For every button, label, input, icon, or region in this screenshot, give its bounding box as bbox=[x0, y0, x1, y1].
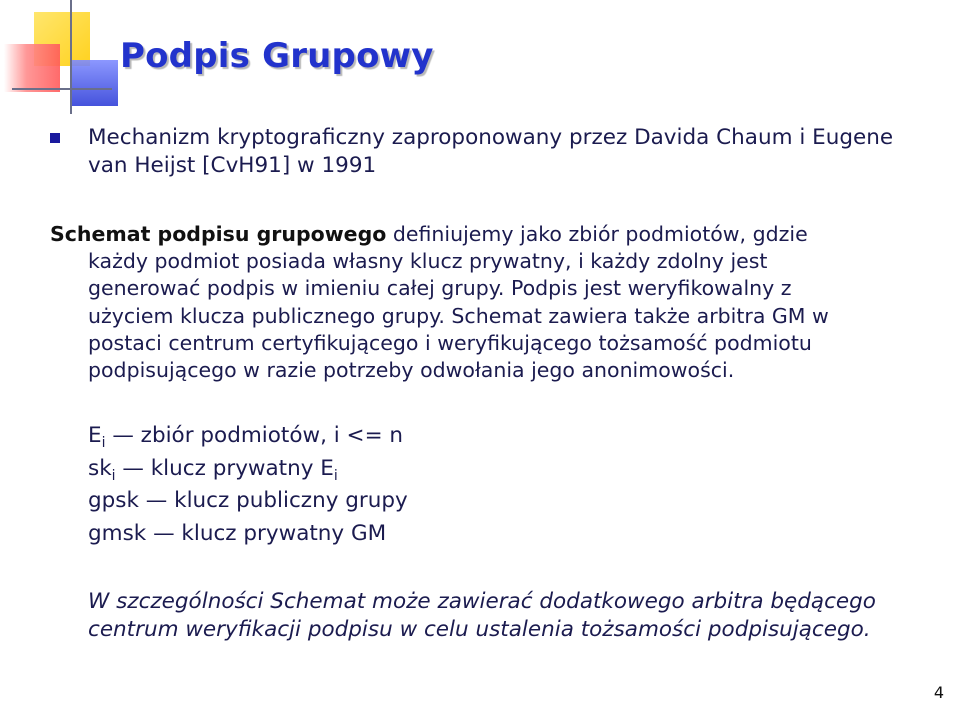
definition-line-6: podpisującego w razie potrzeby odwołania jego anonimowości. bbox=[88, 358, 735, 383]
symbol-e-i-base: E bbox=[88, 423, 102, 448]
page-number: 4 bbox=[933, 683, 944, 702]
symbol-gmsk: gmsk — klucz prywatny GM bbox=[88, 520, 387, 546]
definition-line-3: generować podpis w imieniu całej grupy. Podpis jest weryfikowalny z bbox=[88, 276, 792, 301]
definition-line-5: postaci centrum certyfikującego i weryfikującego tożsamość podmiotu bbox=[88, 330, 812, 355]
definition-line-2: każdy podmiot posiada własny klucz prywatny, i każdy zdolny jest bbox=[88, 249, 768, 274]
logo-blue-square bbox=[70, 60, 118, 106]
symbol-sk-i-desc: — klucz prywatny E bbox=[115, 455, 334, 481]
symbol-e-i-sub: i bbox=[101, 435, 106, 451]
slide-title: Podpis Grupowy bbox=[120, 36, 434, 76]
slide-logo bbox=[0, 0, 120, 120]
symbol-sk-i-desc-sub: i bbox=[333, 467, 338, 484]
symbol-e-i bbox=[88, 420, 688, 453]
definition-line-4: użyciem klucza publicznego grupy. Schemat zawiera także arbitra GM w bbox=[88, 303, 829, 328]
square-bullet-icon bbox=[50, 133, 60, 143]
logo-vertical-line bbox=[70, 0, 72, 114]
definition-line-1-rest: definiujemy jako zbiór podmiotów, gdzie bbox=[386, 222, 808, 246]
definition-paragraph bbox=[50, 221, 910, 384]
symbol-gpsk: gpsk — klucz publiczny grupy bbox=[88, 488, 408, 513]
symbol-sk-i-base: sk bbox=[88, 455, 112, 481]
symbol-definitions bbox=[88, 420, 688, 550]
symbol-sk-i-sub: i bbox=[111, 467, 116, 484]
symbol-sk-i bbox=[88, 453, 688, 486]
definition-line-1 bbox=[50, 222, 808, 246]
symbol-e-i-desc: — zbiór podmiotów, i <= n bbox=[105, 423, 404, 448]
logo-horizontal-line bbox=[12, 88, 112, 90]
definition-term: Schemat podpisu grupowego bbox=[50, 222, 387, 246]
intro-paragraph: Mechanizm kryptograficzny zaproponowany przez Davida Chaum i Eugene van Heijst [CvH91] w 1991 bbox=[88, 125, 894, 178]
italic-note: W szczególności Schemat może zawierać dodatkowego arbitra będącego centrum weryfikacji podpisu w celu ustalenia tożsamości podpisującego. bbox=[88, 589, 876, 642]
logo-red-square bbox=[4, 44, 60, 92]
